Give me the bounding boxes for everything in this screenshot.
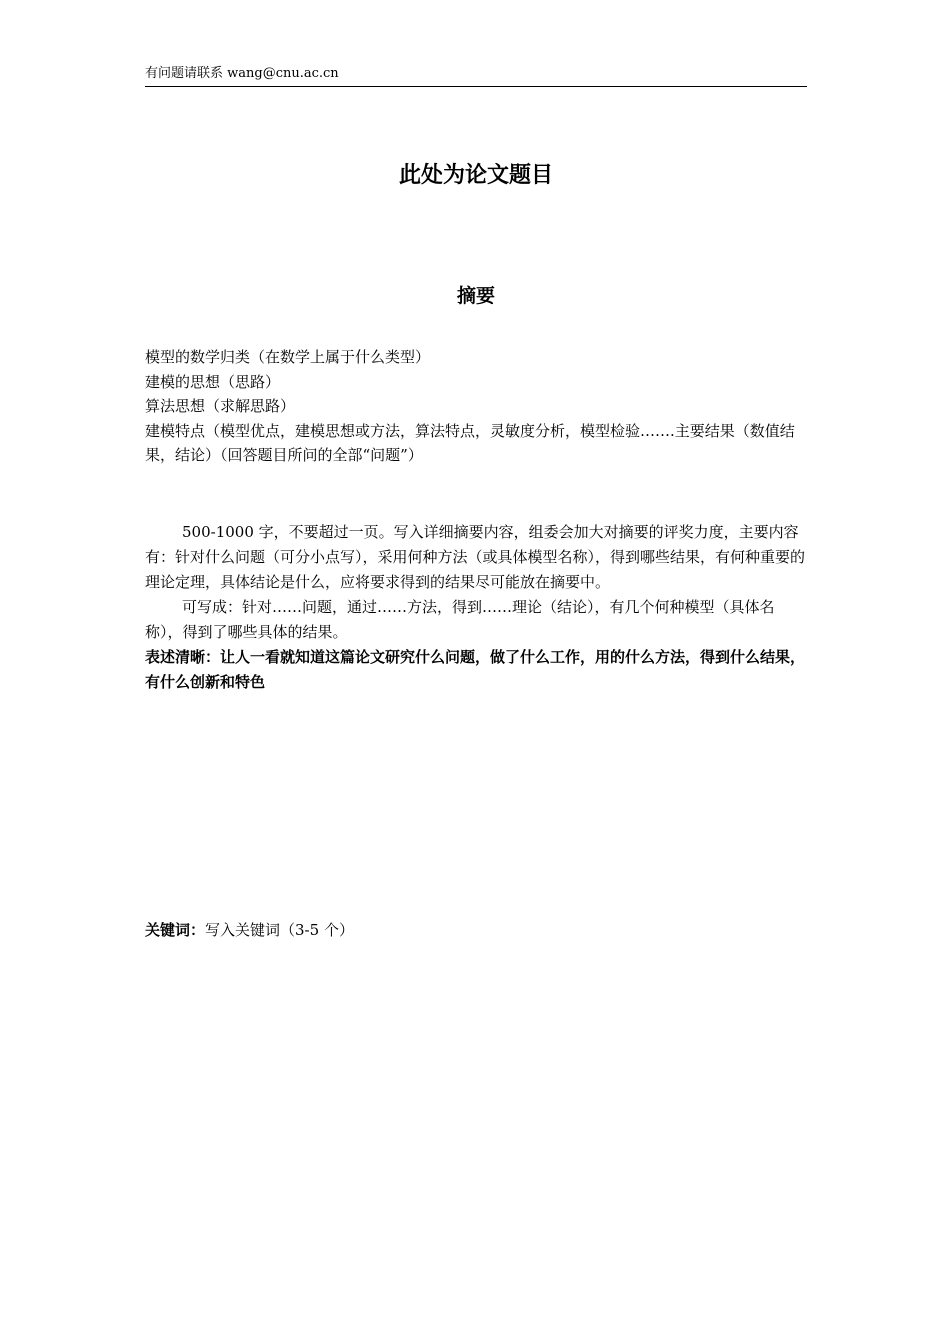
abstract-body <box>145 520 807 695</box>
outline-item-model-features: 建模特点（模型优点，建模思想或方法，算法特点，灵敏度分析，模型检验…….主要结果（数值结果，结论）（回答题目所问的全部“问题”） <box>145 421 795 464</box>
outline-item-modeling-idea: 建模的思想（思路） <box>145 372 281 391</box>
header-contact: 有问题请联系 wang@cnu.ac.cn <box>145 66 339 81</box>
outline-item-algorithm-idea: 算法思想（求解思路） <box>145 397 296 415</box>
abstract-heading: 摘要 <box>456 285 495 307</box>
paper-title: 此处为论文题目 <box>398 163 553 188</box>
abstract-outline <box>145 345 807 468</box>
abstract-paragraph-2: 可写成：针对……问题，通过……方法，得到……理论（结论），有几个何种模型（具体名称），得到了哪些具体的结果。 <box>145 598 775 641</box>
abstract-paragraph-1: 500-1000 字，不要超过一页。写入详细摘要内容，组委会加大对摘要的评奖力度，主要内容有：针对什么问题（可分小点写），采用何种方法（或具体模型名称），得到哪些结果，有何种重要的理论定理，具体结论是什么，应将要求得到的结果尽可能放在摘要中。 <box>145 523 806 591</box>
keywords-label: 关键词： <box>145 921 206 939</box>
keywords-line <box>145 918 807 942</box>
page-header <box>145 64 807 87</box>
keywords-value: 写入关键词（3-5 个） <box>205 921 354 939</box>
abstract-emphasis: 表述清晰：让人一看就知道这篇论文研究什么问题，做了什么工作，用的什么方法，得到什么结果，有什么创新和特色 <box>145 648 806 691</box>
outline-item-model-classification: 模型的数学归类（在数学上属于什么类型） <box>145 348 431 366</box>
